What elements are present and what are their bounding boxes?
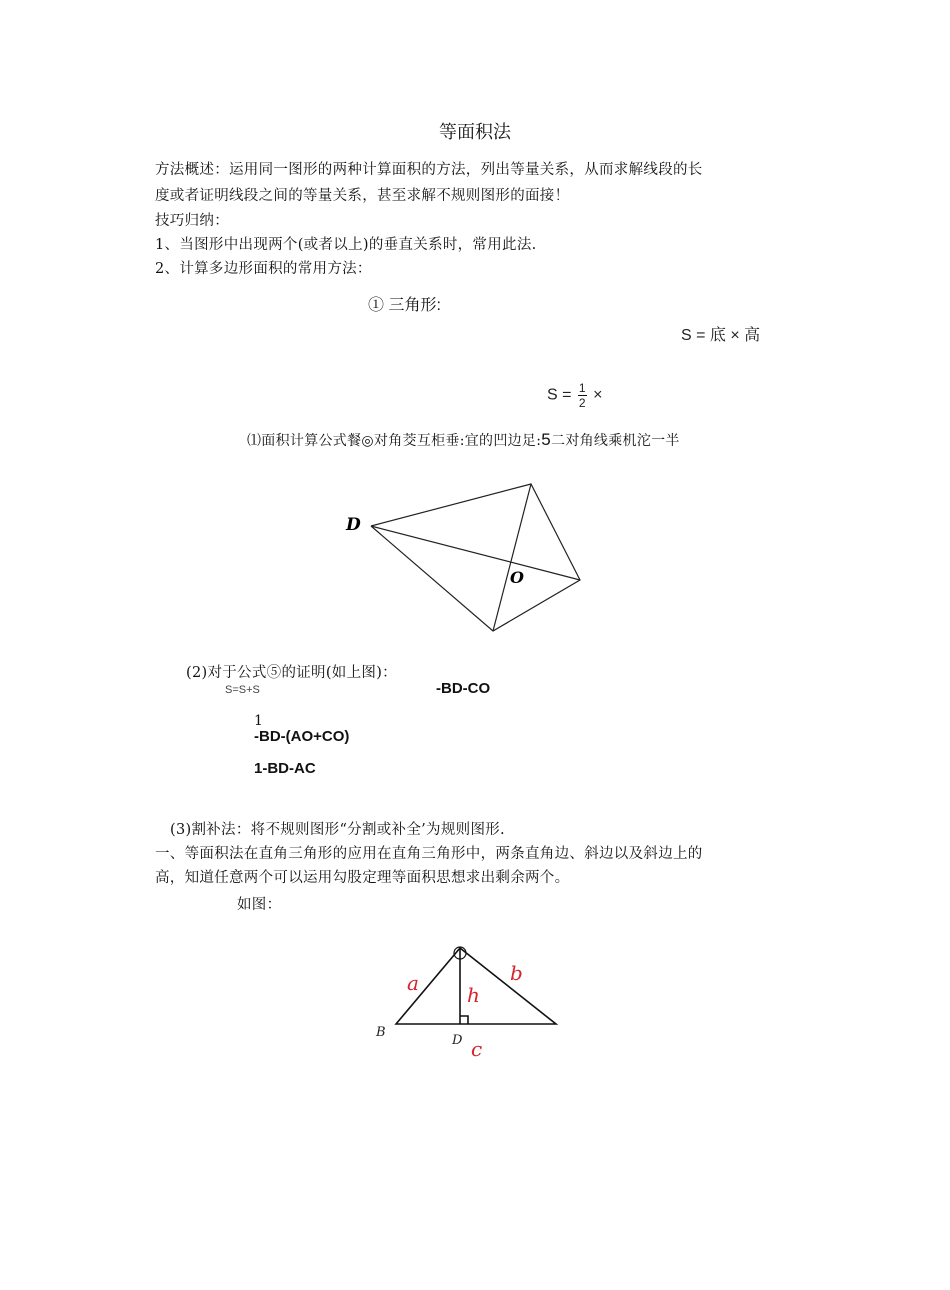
quad-label-d: D xyxy=(346,515,361,535)
triangle-heading: ① 三角形: xyxy=(368,297,441,314)
right-triangle-line-2: 高，知道任意两个可以运用勾股定理等面积思想求出剩余两个。 xyxy=(155,870,570,886)
note-1-suffix: 二对角线乘机沱一半 xyxy=(551,433,680,449)
vertex-label-b: B xyxy=(376,1025,386,1040)
tip-2: 2、计算多边形面积的常用方法： xyxy=(155,261,372,277)
tips-heading: 技巧归纳： xyxy=(155,213,229,229)
proof-one: 1 xyxy=(254,713,263,729)
side-label-b: b xyxy=(510,961,523,985)
formula-half-suffix: × xyxy=(593,386,603,404)
quad-label-o: O xyxy=(510,568,524,587)
proof-bd-ao-co: -BD-(AO+CO) xyxy=(254,728,350,745)
formula-base-times-height: S = 底 × 高 xyxy=(681,327,761,344)
hypotenuse-label-c: c xyxy=(471,1037,483,1061)
proof-heading: (2)对于公式⑤的证明(如上图)： xyxy=(186,665,397,681)
right-triangle-line-1: 一、等面积法在直角三角形的应用在直角三角形中，两条直角边、斜边以及斜边上的 xyxy=(155,846,703,862)
foot-label-d: D xyxy=(452,1033,463,1048)
proof-bd-co: -BD-CO xyxy=(436,680,491,697)
overview-line-1: 方法概述：运用同一图形的两种计算面积的方法，列出等量关系，从而求解线段的长 xyxy=(155,162,703,178)
note-1-prefix: ⑴面积计算公式餐◎对角茭互柜垂:宜的凹边足: xyxy=(247,433,542,449)
cut-fill-method: (3)割补法：将不规则图形“分割或补全’为规则图形. xyxy=(170,822,505,838)
tip-1: 1、当图形中出现两个(或者以上)的垂直关系时，常用此法. xyxy=(155,237,537,253)
as-shown-label: 如图： xyxy=(237,897,282,913)
proof-s-line: S=S+S xyxy=(225,684,260,694)
side-label-a: a xyxy=(407,971,419,995)
formula-half-denominator: 2 xyxy=(578,396,586,410)
overview-line-2: 度或者证明线段之间的等量关系，甚至求解不规则图形的面接！ xyxy=(155,188,570,204)
formula-half-prefix: S = xyxy=(547,386,572,404)
note-1-five: 5 xyxy=(541,430,552,449)
right-angle-mark-foot xyxy=(460,1016,468,1024)
page-title: 等面积法 xyxy=(439,122,511,143)
formula-half-numerator: 1 xyxy=(578,381,586,395)
altitude-label-h: h xyxy=(467,983,480,1007)
proof-bd-ac: 1-BD-AC xyxy=(254,760,316,777)
